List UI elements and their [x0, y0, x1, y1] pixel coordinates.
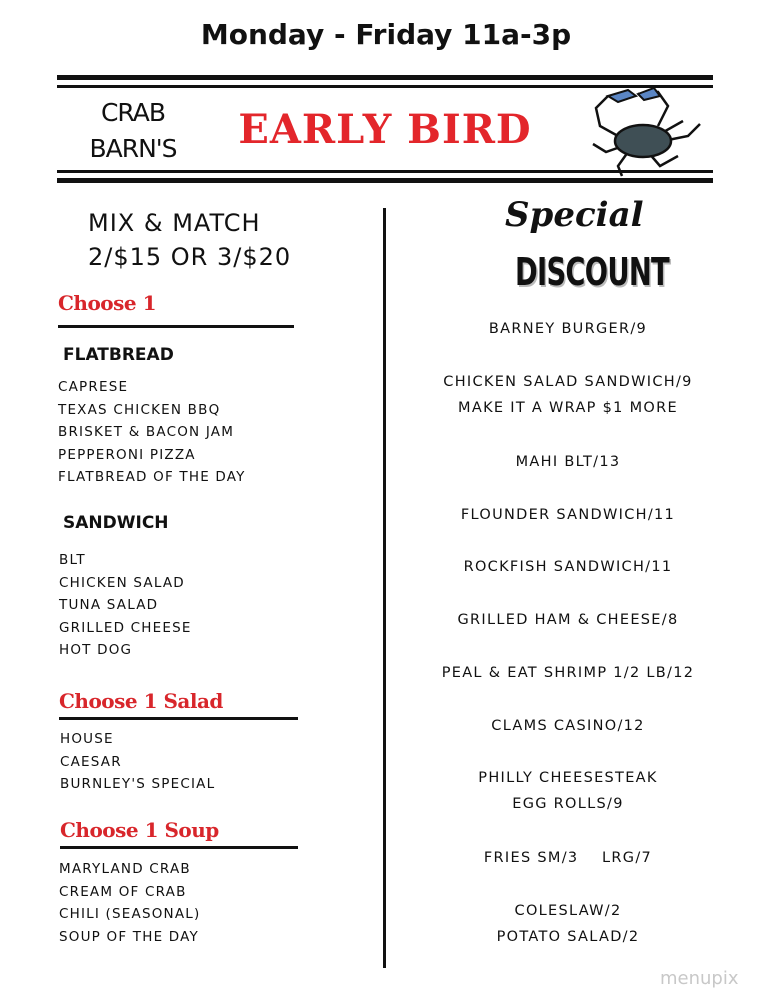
list-item: CHICKEN SALAD SANDWICH/9 — [443, 374, 693, 390]
brand-line-2: BARN'S — [89, 134, 177, 163]
section-rule — [59, 717, 298, 720]
crab-icon — [588, 86, 708, 178]
list-item: FLATBREAD OF THE DAY — [58, 469, 246, 486]
list-item: BLT — [59, 552, 86, 568]
list-item: EGG ROLLS/9 — [512, 796, 624, 812]
list-item: ROCKFISH SANDWICH/11 — [463, 559, 673, 575]
list-item: TEXAS CHICKEN BBQ — [58, 401, 221, 418]
hours-title: Monday - Friday 11a-3p — [200, 18, 572, 51]
list-item: CAPRESE — [58, 379, 129, 395]
list-item: COLESLAW/2 — [514, 903, 622, 919]
list-item: GRILLED CHEESE — [59, 619, 192, 636]
sandwich-list — [59, 549, 192, 662]
menu-title: EARLY BIRD — [238, 106, 532, 153]
section-rule — [60, 846, 298, 849]
header-rule-top-thick — [57, 75, 713, 80]
section-rule — [58, 325, 294, 328]
list-item: MAKE IT A WRAP $1 MORE — [458, 400, 678, 416]
list-item: PEPPERONI PIZZA — [58, 446, 196, 463]
list-item: CHICKEN SALAD — [59, 574, 185, 591]
list-item: GRILLED HAM & CHEESE/8 — [457, 612, 679, 628]
list-item: TUNA SALAD — [59, 597, 159, 614]
list-item: CLAMS CASINO/12 — [491, 718, 645, 734]
list-item: MARYLAND CRAB — [59, 861, 191, 877]
list-item: BRISKET & BACON JAM — [58, 424, 235, 441]
list-item: FLOUNDER SANDWICH/11 — [460, 507, 676, 523]
list-item: HOUSE — [60, 731, 114, 747]
list-item: CHILI (SEASONAL) — [59, 906, 201, 923]
promo-line-2: 2/$15 OR 3/$20 — [88, 243, 292, 271]
brand-line-1: CRAB — [100, 98, 166, 127]
salad-heading: Choose 1 Salad — [59, 689, 223, 713]
list-item: CREAM OF CRAB — [59, 883, 187, 900]
list-item: FRIES SM/3 LRG/7 — [483, 850, 653, 866]
header-rule-bottom-thick — [57, 178, 713, 183]
list-item: CAESAR — [60, 753, 122, 770]
salad-list — [60, 728, 215, 796]
list-item: PHILLY CHEESESTEAK — [478, 770, 658, 786]
list-item: SOUP OF THE DAY — [59, 928, 200, 945]
mix-match-promo — [88, 206, 291, 274]
flatbread-list — [58, 376, 246, 489]
list-item: POTATO SALAD/2 — [496, 929, 640, 945]
soup-heading: Choose 1 Soup — [60, 818, 219, 842]
watermark: menupix — [660, 968, 739, 989]
choose-1-heading: Choose 1 — [58, 291, 157, 315]
brand-name — [68, 95, 198, 167]
list-item: HOT DOG — [59, 642, 133, 659]
soup-list — [59, 858, 200, 948]
sandwich-heading: SANDWICH — [63, 513, 169, 533]
list-item: BURNLEY'S SPECIAL — [60, 776, 216, 793]
special-label: Special — [505, 195, 644, 235]
list-item: MAHI BLT/13 — [515, 454, 621, 470]
list-item: PEAL & EAT SHRIMP 1/2 LB/12 — [441, 665, 695, 681]
list-item: BARNEY BURGER/9 — [488, 321, 648, 337]
flatbread-heading: FLATBREAD — [63, 345, 174, 365]
discount-label: DISCOUNT — [515, 250, 669, 294]
promo-line-1: MIX & MATCH — [88, 209, 261, 237]
column-divider — [383, 208, 386, 968]
